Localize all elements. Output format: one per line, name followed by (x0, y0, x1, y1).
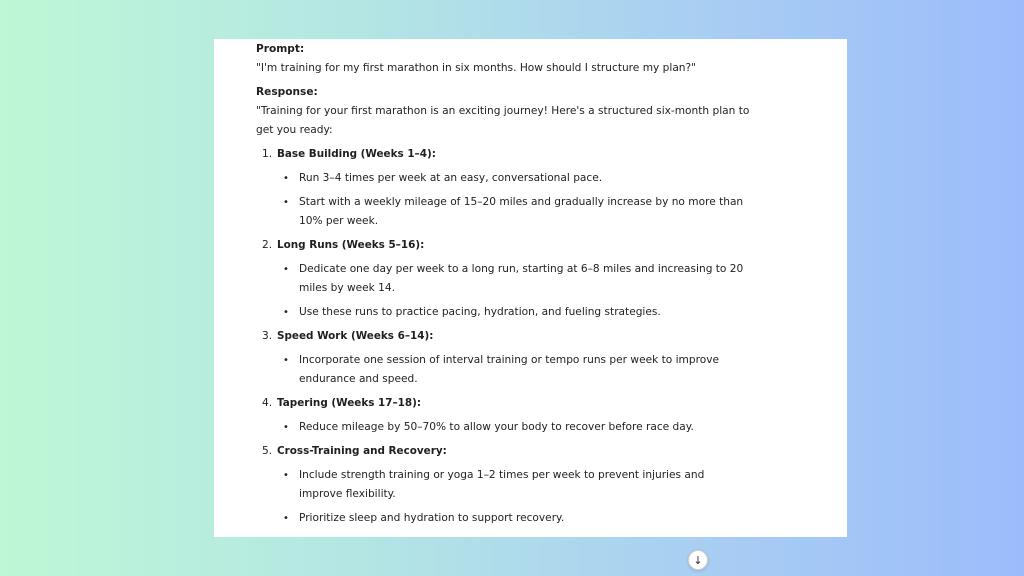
section-number: 3. (262, 330, 273, 342)
section-title: Speed Work (Weeks 6–14): (277, 330, 434, 342)
bullet-item (277, 351, 745, 389)
bullet-text: Start with a weekly mileage of 15–20 miles and gradually increase by no more than 10% per week. (299, 196, 744, 227)
bullet-item (277, 509, 745, 528)
chat-panel (214, 39, 847, 567)
plan-section (256, 236, 756, 322)
section-number: 1. (262, 148, 273, 160)
bullet-text: Dedicate one day per week to a long run, starting at 6–8 miles and increasing to 20 miles by week 14. (299, 263, 744, 294)
bullet-item (277, 193, 745, 231)
bullet-text: Run 3–4 times per week at an easy, conversational pace. (299, 172, 603, 184)
section-title: Base Building (Weeks 1–4): (277, 148, 436, 160)
response-label: Response: (256, 86, 318, 98)
section-bullet-list (277, 351, 756, 389)
bullet-text: Include strength training or yoga 1–2 times per week to prevent injuries and improve flexibility. (299, 469, 705, 500)
section-number: 4. (262, 397, 273, 409)
bullet-dot-icon: • (283, 173, 289, 184)
bullet-item (277, 260, 745, 298)
section-bullet-list (277, 466, 756, 528)
bullet-dot-icon: • (283, 422, 289, 433)
plan-section (256, 145, 756, 231)
section-bullet-list (277, 260, 756, 322)
bullet-item (277, 169, 745, 188)
plan-section (256, 327, 756, 389)
scroll-down-button[interactable] (688, 550, 708, 570)
bullet-dot-icon: • (283, 197, 289, 208)
bullet-dot-icon: • (283, 307, 289, 318)
bullet-dot-icon: • (283, 513, 289, 524)
arrow-down-icon: ↓ (693, 553, 703, 567)
plan-section (256, 442, 756, 528)
plan-section (256, 394, 756, 437)
bullet-dot-icon: • (283, 355, 289, 366)
section-title: Tapering (Weeks 17–18): (277, 397, 422, 409)
section-bullet-list (277, 169, 756, 231)
bullet-text: Reduce mileage by 50–70% to allow your body to recover before race day. (299, 421, 694, 433)
bullet-text: Use these runs to practice pacing, hydration, and fueling strategies. (299, 306, 661, 318)
conversation-content (256, 39, 756, 533)
bullet-item (277, 418, 745, 437)
section-title: Cross-Training and Recovery: (277, 445, 447, 457)
prompt-label: Prompt: (256, 43, 305, 55)
prompt-text: "I'm training for my first marathon in six months. How should I structure my plan?" (256, 62, 697, 74)
bullet-dot-icon: • (283, 264, 289, 275)
response-intro: "Training for your first marathon is an exciting journey! Here's a structured six-month plan to get you ready: (256, 105, 750, 136)
bullet-text: Prioritize sleep and hydration to support recovery. (299, 512, 565, 524)
section-title: Long Runs (Weeks 5–16): (277, 239, 425, 251)
section-number: 2. (262, 239, 273, 251)
section-number: 5. (262, 445, 273, 457)
bullet-dot-icon: • (283, 470, 289, 481)
bullet-item (277, 303, 745, 322)
section-bullet-list (277, 418, 756, 437)
plan-sections-list (256, 145, 756, 528)
bullet-text: Incorporate one session of interval training or tempo runs per week to improve endurance and speed. (299, 354, 719, 385)
bullet-item (277, 466, 745, 504)
